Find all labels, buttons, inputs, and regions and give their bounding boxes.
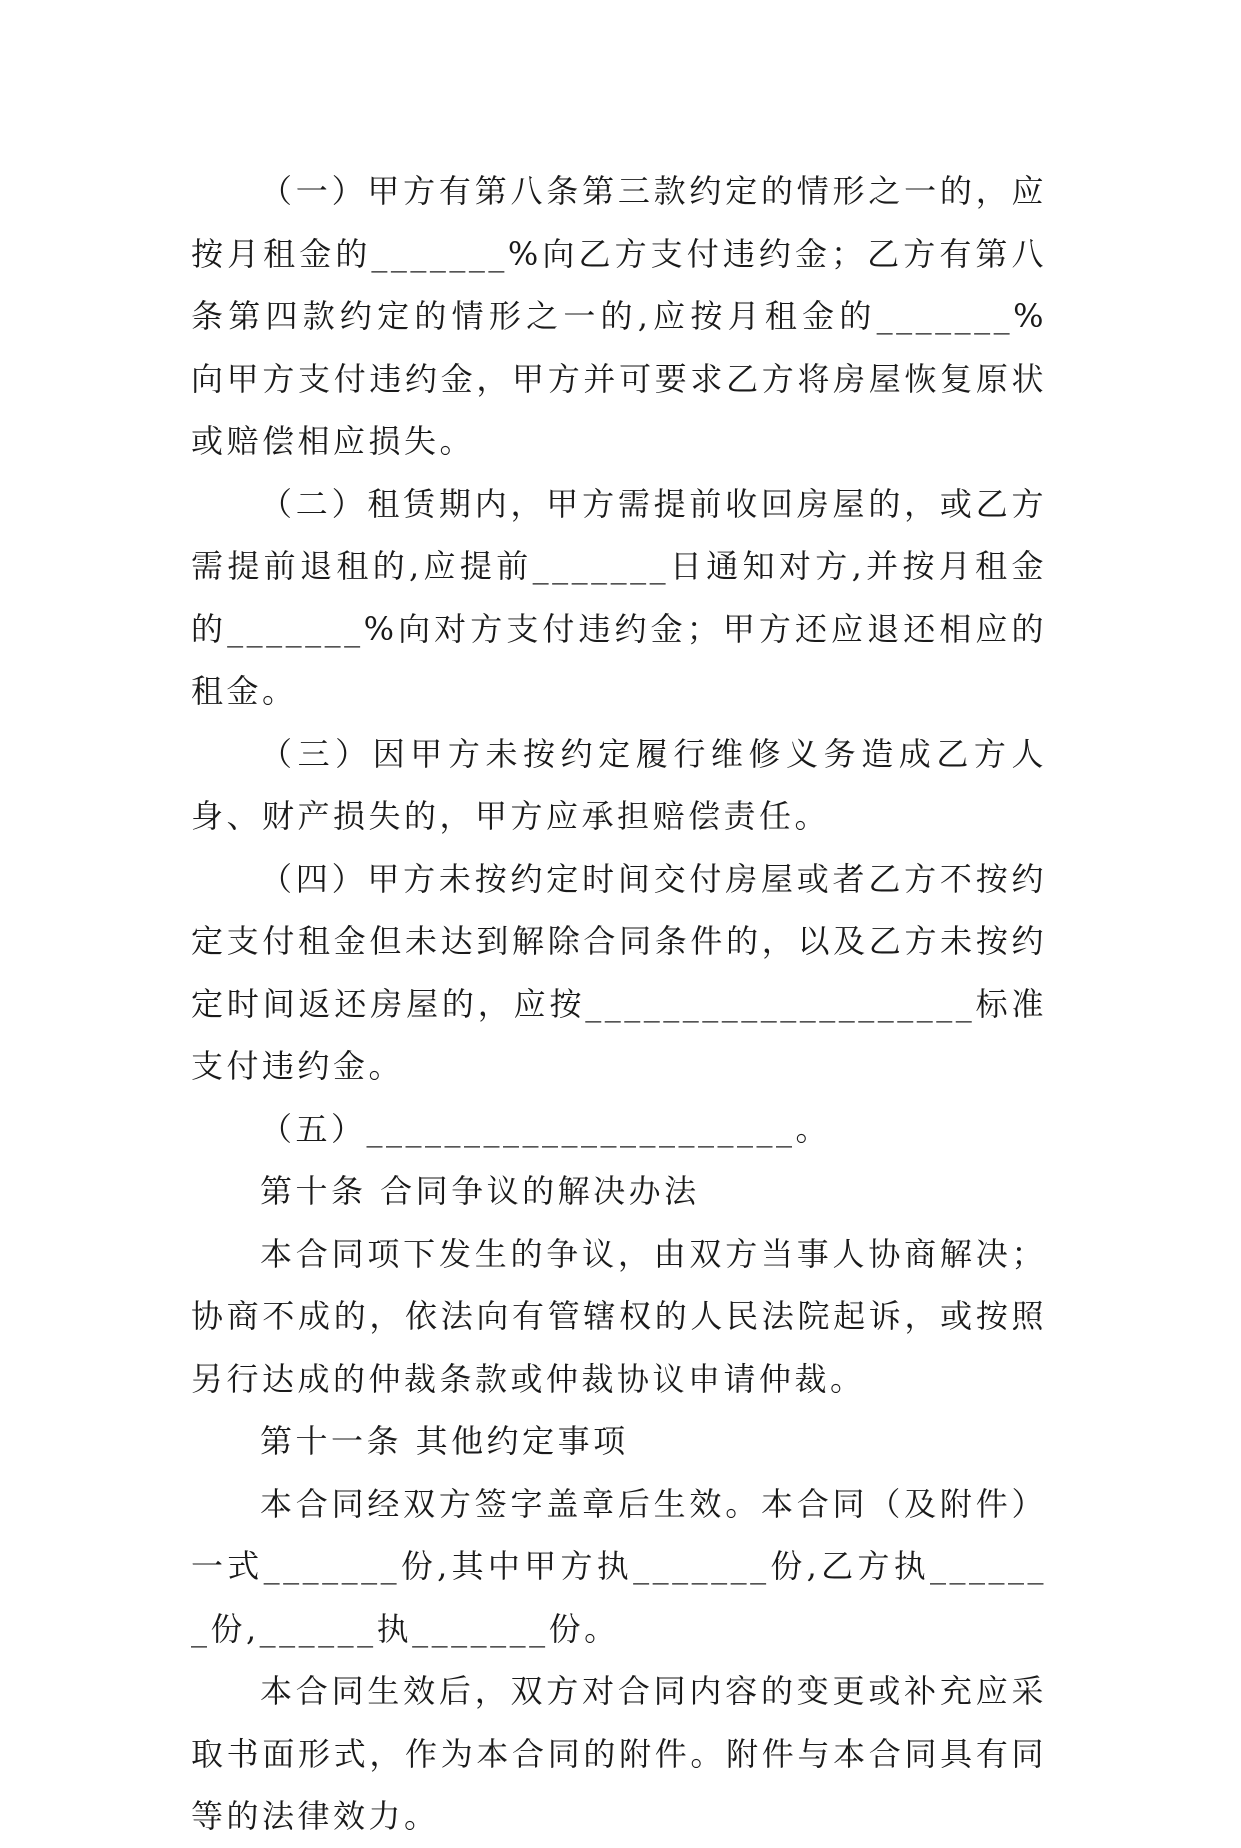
- clause-11-body-amendments: 本合同生效后，双方对合同内容的变更或补充应采取书面形式，作为本合同的附件。附件与本合同具有同等的法律效力。: [191, 1672, 1047, 1835]
- clause-9-item-1: （一）甲方有第八条第三款约定的情形之一的，应按月租金的_______%向乙方支付违约金；乙方有第八条第四款约定的情形之一的,应按月租金的_______%向甲方支付违约金，甲方并可要求乙方将房屋恢复原状或赔偿相应损失。: [191, 172, 1047, 460]
- clause-10-body: 本合同项下发生的争议，由双方当事人协商解决；协商不成的，依法向有管辖权的人民法院起诉，或按照另行达成的仲裁条款或仲裁协议申请仲裁。: [191, 1234, 1047, 1398]
- clause-9-item-4: （四）甲方未按约定时间交付房屋或者乙方不按约定支付租金但未达到解除合同条件的，以及乙方未按约定时间返还房屋的，应按____________________标准支付违约金。: [191, 859, 1047, 1085]
- clause-9-item-5: （五）______________________。: [260, 1109, 832, 1148]
- clause-11-body-copies: 本合同经双方签字盖章后生效。本合同（及附件）一式_______份,其中甲方执_______份,乙方执_______份,______执_______份。: [191, 1484, 1047, 1648]
- document-body: [191, 160, 1047, 1848]
- clause-9-item-3: （三）因甲方未按约定履行维修义务造成乙方人身、财产损失的，甲方应承担赔偿责任。: [191, 734, 1047, 835]
- clause-10-heading: 第十条 合同争议的解决办法: [260, 1172, 700, 1210]
- clause-11-heading: 第十一条 其他约定事项: [260, 1422, 629, 1460]
- clause-9-item-2: （二）租赁期内，甲方需提前收回房屋的，或乙方需提前退租的,应提前_______日通知对方,并按月租金的_______%向对方支付违约金；甲方还应退还相应的租金。: [191, 484, 1047, 710]
